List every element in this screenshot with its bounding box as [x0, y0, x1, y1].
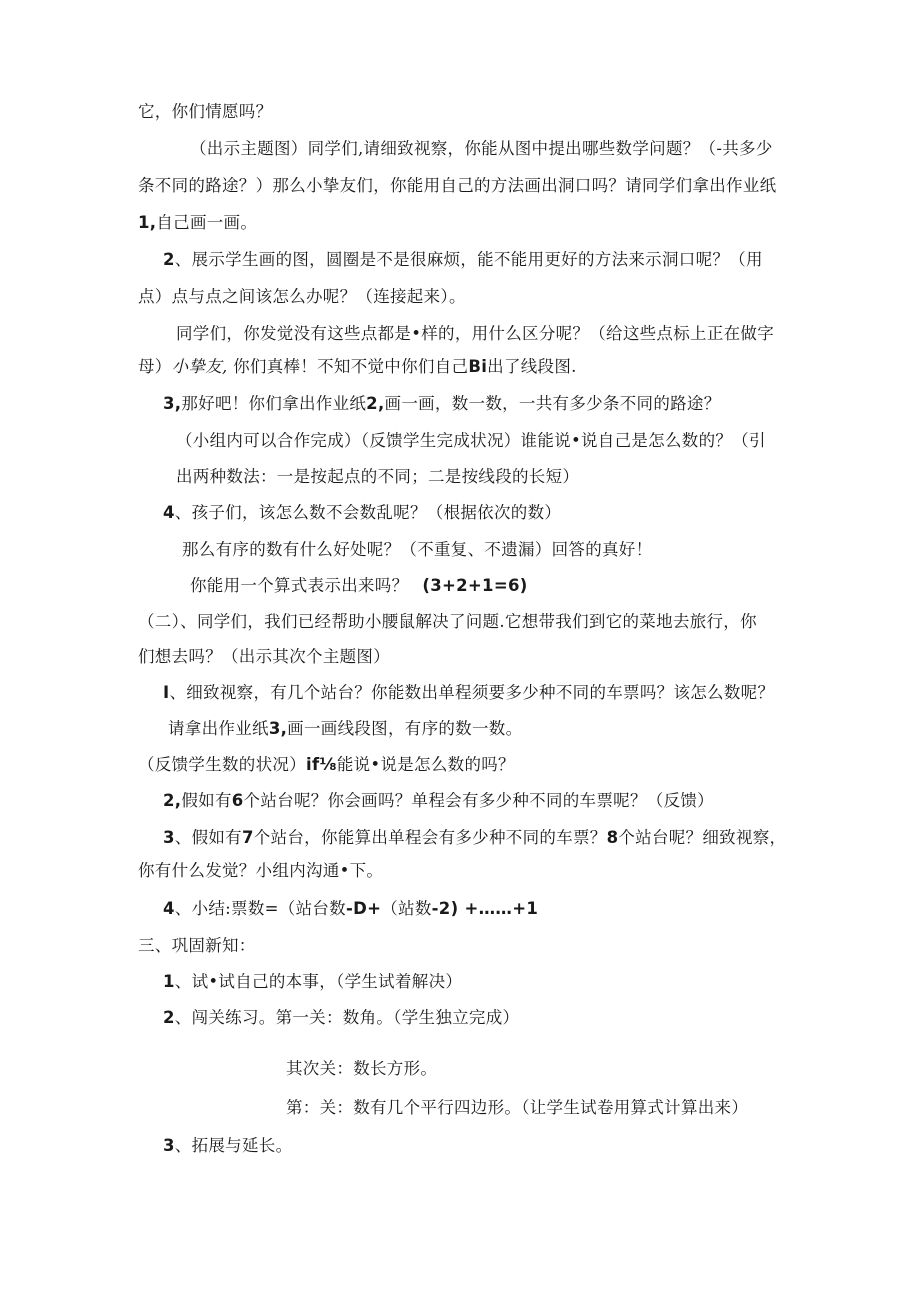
- text-line: （出示主题图）同学们,请细致视察，你能从图中提出哪些数学问题？（-共多少: [190, 139, 773, 158]
- text-line: 3、拓展与延长。: [163, 1136, 293, 1155]
- text-line: I、细致视察，有几个站台？你能数出单程须要多少种不同的车票吗？该怎么数呢？: [163, 683, 775, 702]
- text-line: 同学们，你发觉没有这些点都是•样的，用什么区分呢？（给这些点标上正在做字: [176, 324, 775, 343]
- text-line: 2、展示学生画的图，圆圈是不是很麻烦，能不能用更好的方法来示洞口呢？（用: [163, 250, 763, 269]
- text-line: 点）点与点之间该怎么办呢？（连接起来）。: [138, 287, 466, 306]
- text-line: 2,假如有6个站台呢？你会画吗？单程会有多少种不同的车票呢？（反馈）: [163, 791, 714, 810]
- text-line: 它，你们情愿吗？: [138, 102, 273, 121]
- text-line: 你有什么发觉？小组内沟通•下。: [138, 861, 384, 880]
- text-line: 1、试•试自己的本事，（学生试着解决）: [163, 972, 463, 991]
- text-line: 4、孩子们，该怎么数不会数乱呢？（根据依次的数）: [163, 503, 562, 522]
- text-line: 其次关：数长方形。: [286, 1059, 438, 1078]
- text-line: 出两种数法：一是按起点的不同；二是按线段的长短）: [176, 467, 580, 486]
- text-line: 你能用一个算式表示出来吗？ (3+2+1=6): [190, 576, 528, 595]
- section-heading: 三、巩固新知：: [138, 936, 256, 955]
- text-line: 们想去吗？（出示其次个主题图）: [138, 647, 390, 666]
- text-line: （反馈学生数的状况）if⅛能说•说是怎么数的吗？: [138, 755, 515, 774]
- text-line: 母）小挚友, 你们真棒！不知不觉中你们自己Bi出了线段图.: [138, 357, 577, 376]
- text-line: 3、假如有7个站台，你能算出单程会有多少种不同的车票？8个站台呢？细致视察，: [163, 828, 787, 847]
- text-line: （小组内可以合作完成）（反馈学生完成状况）谁能说•说自己是怎么数的？（引: [176, 431, 766, 450]
- text-line: 条不同的路途？）那么小挚友们，你能用自己的方法画出洞口吗？请同学们拿出作业纸: [138, 176, 777, 195]
- text-line: 1,自己画一画。: [138, 213, 258, 232]
- text-line: 2、闯关练习。第一关：数角。（学生独立完成）: [163, 1008, 520, 1027]
- text-line: （二）、同学们，我们已经帮助小腰鼠解决了问题.它想带我们到它的菜地去旅行，你: [138, 612, 757, 631]
- text-line: 第：关：数有几个平行四边形。（让学生试卷用算式计算出来）: [286, 1098, 749, 1117]
- text-line: 4、小结:票数=（站台数-D+（站数-2) +……+1: [163, 899, 539, 918]
- text-line: 那么有序的数有什么好处呢？（不重复、不遗漏）回答的真好！: [182, 540, 653, 559]
- text-line: 请拿出作业纸3,画一画线段图，有序的数一数。: [168, 719, 523, 738]
- text-line: 3,那好吧！你们拿出作业纸2,画一画，数一数，一共有多少条不同的路途？: [163, 394, 721, 413]
